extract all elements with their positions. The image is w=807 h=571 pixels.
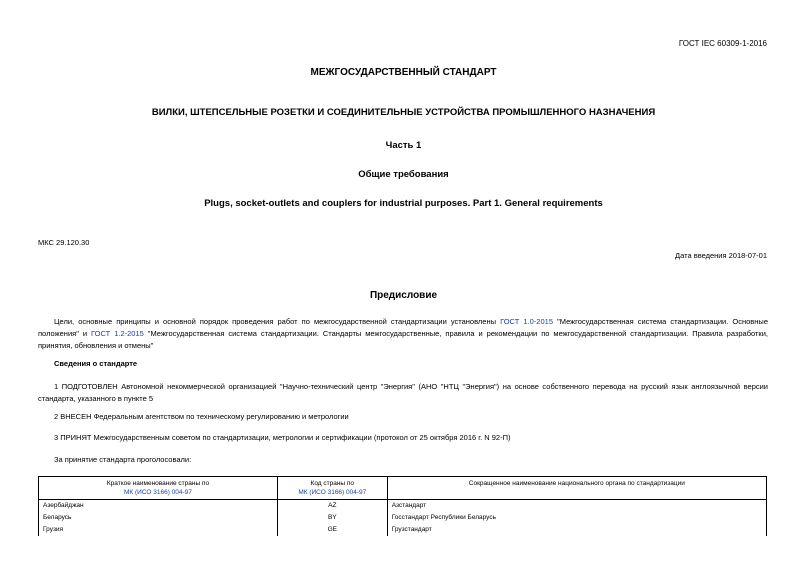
header-body-text: Сокращенное наименование национального органа по стандартизации [468, 480, 685, 487]
cell-country: Беларусь [39, 512, 278, 524]
mks-code: МКС 29.120.30 [38, 238, 90, 247]
intro-text-1: Цели, основные принципы и основной порядок проведения работ по межгосударственной стандартизации установлены [54, 317, 501, 326]
header-country [39, 477, 278, 500]
part-title: Часть 1 [385, 140, 422, 151]
standard-name-en: Plugs, socket-outlets and couplers for industrial purposes. Part 1. General requirements [204, 198, 603, 209]
header-code-link[interactable]: МК (ИСО 3166) 004-97 [298, 489, 367, 496]
standard-type-title: МЕЖГОСУДАРСТВЕННЫЙ СТАНДАРТ [310, 67, 497, 78]
cell-code: AZ [277, 500, 387, 513]
subtitle: Общие требования [358, 169, 449, 180]
header-code-text: Код страны по [310, 480, 355, 487]
header-country-text: Краткое наименование страны по [106, 480, 210, 487]
table-row [39, 524, 767, 536]
item-submitted: 2 ВНЕСЕН Федеральным агентством по техническому регулированию и метрологии [54, 412, 349, 421]
table-row [39, 500, 767, 513]
cell-code: BY [277, 512, 387, 524]
cell-country: Грузия [39, 524, 278, 536]
info-heading: Сведения о стандарте [54, 359, 138, 368]
foreword-intro [38, 316, 768, 352]
cell-country: Азербайджан [39, 500, 278, 513]
standard-name-ru: ВИЛКИ, ШТЕПСЕЛЬНЫЕ РОЗЕТКИ И СОЕДИНИТЕЛЬНЫЕ УСТРОЙСТВА ПРОМЫШЛЕННОГО НАЗНАЧЕНИЯ [151, 107, 656, 118]
gost-1-2-link[interactable]: ГОСТ 1.2-2015 [91, 329, 144, 338]
header-country-link[interactable]: МК (ИСО 3166) 004-97 [123, 489, 192, 496]
table-row [39, 512, 767, 524]
gost-1-0-link[interactable]: ГОСТ 1.0-2015 [500, 317, 553, 326]
cell-body: Азстандарт [387, 500, 766, 513]
item-adopted: 3 ПРИНЯТ Межгосударственным советом по стандартизации, метрологии и сертификации (протокол от 25 октября 2016 г. N 92-П) [54, 433, 511, 442]
voted-label: За принятие стандарта проголосовали: [54, 455, 192, 464]
item-prepared: 1 ПОДГОТОВЛЕН Автономной некоммерческой организацией "Научно-технический центр "Энергия" (АНО "НТЦ "Энергия") на основе собственного перевода на русский язык англоязычной версии стандарта, указанного в пункте 5 [38, 382, 768, 403]
table-header-row [39, 477, 767, 500]
header-code [277, 477, 387, 500]
voting-table [38, 476, 767, 536]
cell-body: Грузстандарт [387, 524, 766, 536]
intro-text-3: "Межгосударственная система стандартизации. Стандарты межгосударственные, правила и рекомендации по межгосударственной стандартизации. Правила разработки, принятия, обновления и отмены" [38, 329, 768, 350]
cell-code: GE [277, 524, 387, 536]
document-code: ГОСТ IEC 60309-1-2016 [678, 39, 767, 48]
intro-text-2: "Межгосударственная система стандартизации. Основные положения" и [38, 317, 768, 338]
cell-body: Госстандарт Республики Беларусь [387, 512, 766, 524]
header-body [387, 477, 766, 500]
foreword-heading: Предисловие [369, 290, 438, 301]
introduction-date: Дата введения 2018-07-01 [675, 251, 767, 260]
